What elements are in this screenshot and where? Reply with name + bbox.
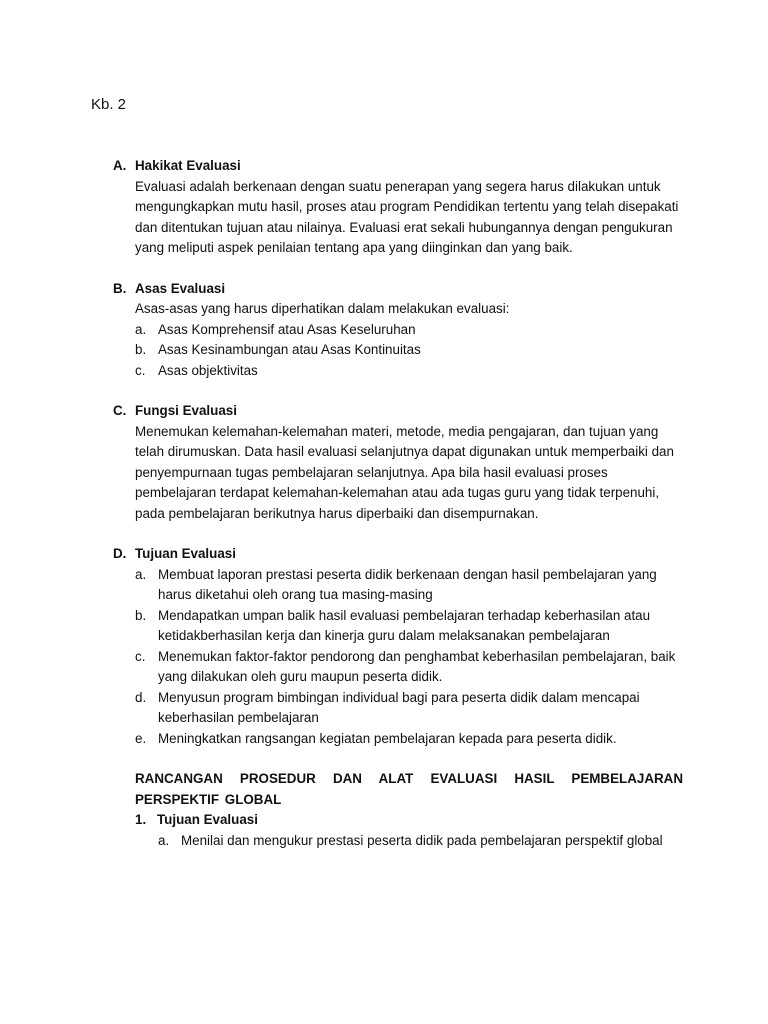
section-hakikat-evaluasi (113, 156, 683, 259)
subsection-title: Tujuan Evaluasi (157, 812, 258, 827)
list-item-text: Meningkatkan rangsangan kegiatan pembelajaran kepada para peserta didik. (158, 730, 617, 746)
section-heading (113, 544, 683, 565)
list-item-text: Asas Komprehensif atau Asas Keseluruhan (158, 321, 416, 337)
list-item-letter: e. (135, 730, 147, 746)
section-asas-evaluasi (113, 279, 683, 382)
document-body (113, 156, 683, 871)
global-heading: RANCANGAN PROSEDUR DAN ALAT EVALUASI HASIL PEMBELAJARAN PERSPEKTIF GLOBAL (135, 771, 683, 807)
section-letter: B. (113, 280, 127, 296)
list-item-text: Menemukan faktor-faktor pendorong dan penghambat keberhasilan pembelajaran, baik yang dilakukan oleh guru maupun peserta didik. (158, 648, 676, 684)
list-item (135, 688, 683, 729)
section-heading (113, 156, 683, 177)
list-item (135, 606, 683, 647)
section-title: Tujuan Evaluasi (135, 546, 236, 561)
list-item (135, 361, 683, 382)
list-item-text: Asas objektivitas (158, 362, 258, 378)
section-perspektif-global (113, 769, 683, 851)
list-item-text: Membuat laporan prestasi peserta didik berkenaan dengan hasil pembelajaran yang harus diketahui oleh orang tua masing-masing (158, 566, 657, 602)
list-item-letter: a. (135, 321, 147, 337)
list-item-letter: c. (135, 648, 146, 664)
list-item (135, 565, 683, 606)
asas-list (135, 320, 683, 382)
section-intro: Asas-asas yang harus diperhatikan dalam melakukan evaluasi: (135, 301, 510, 316)
list-item-text: Mendapatkan umpan balik hasil evaluasi pembelajaran terhadap keberhasilan atau ketidakberhasilan kerja dan kinerja guru dalam melaksanakan pembelajaran (158, 607, 651, 643)
tujuan-list (135, 565, 683, 750)
list-item (135, 729, 683, 750)
section-title: Asas Evaluasi (135, 280, 226, 296)
section-heading (113, 279, 683, 300)
list-item-letter: b. (135, 607, 147, 623)
subsection-heading (135, 810, 683, 831)
section-tujuan-evaluasi (113, 544, 683, 749)
list-item-letter: a. (135, 566, 147, 582)
list-item-letter: c. (135, 362, 146, 378)
section-title: Hakikat Evaluasi (135, 158, 241, 173)
list-item (135, 320, 683, 341)
list-item-letter: a. (158, 832, 170, 848)
list-item-letter: d. (135, 689, 147, 705)
document-title: Kb. 2 (91, 96, 127, 113)
section-letter: A. (113, 158, 127, 173)
list-item-text: Asas Kesinambungan atau Asas Kontinuitas (158, 342, 421, 357)
section-paragraph: Evaluasi adalah berkenaan dengan suatu penerapan yang segera harus dilakukan untuk mengungkapkan mutu hasil, proses atau program Pendidikan tertentu yang telah disepakati dan ditentukan tujuan atau nilainya. Evaluasi erat sekali hubungannya dengan pengukuran yang meliputi aspek penilaian tentang apa yang diinginkan dan yang baik. (135, 178, 679, 255)
section-title: Fungsi Evaluasi (135, 403, 237, 418)
list-item-text: Menyusun program bimbingan individual bagi para peserta didik dalam mencapai keberhasilan pembelajaran (158, 689, 640, 725)
list-item (135, 340, 683, 361)
section-heading (113, 401, 683, 422)
section-letter: D. (113, 546, 127, 561)
list-item (158, 831, 683, 852)
list-item (135, 647, 683, 688)
section-paragraph: Menemukan kelemahan-kelemahan materi, metode, media pengajaran, dan tujuan yang telah dirumuskan. Data hasil evaluasi selanjutnya dapat digunakan untuk memperbaiki dan penyempurnaan tugas pembelajaran selanjutnya. Apa bila hasil evaluasi proses pembelajaran terdapat kelemahan-kelemahan atau ada tugas guru yang tidak terpenuhi, pada pembelajaran berikutnya harus diperbaiki dan disempurnakan. (135, 423, 674, 521)
subsection-number: 1. (135, 812, 147, 827)
global-tujuan-list (158, 831, 683, 852)
section-fungsi-evaluasi (113, 401, 683, 524)
list-item-letter: b. (135, 342, 147, 357)
section-letter: C. (113, 403, 127, 418)
list-item-text: Menilai dan mengukur prestasi peserta didik pada pembelajaran perspektif global (181, 832, 663, 848)
